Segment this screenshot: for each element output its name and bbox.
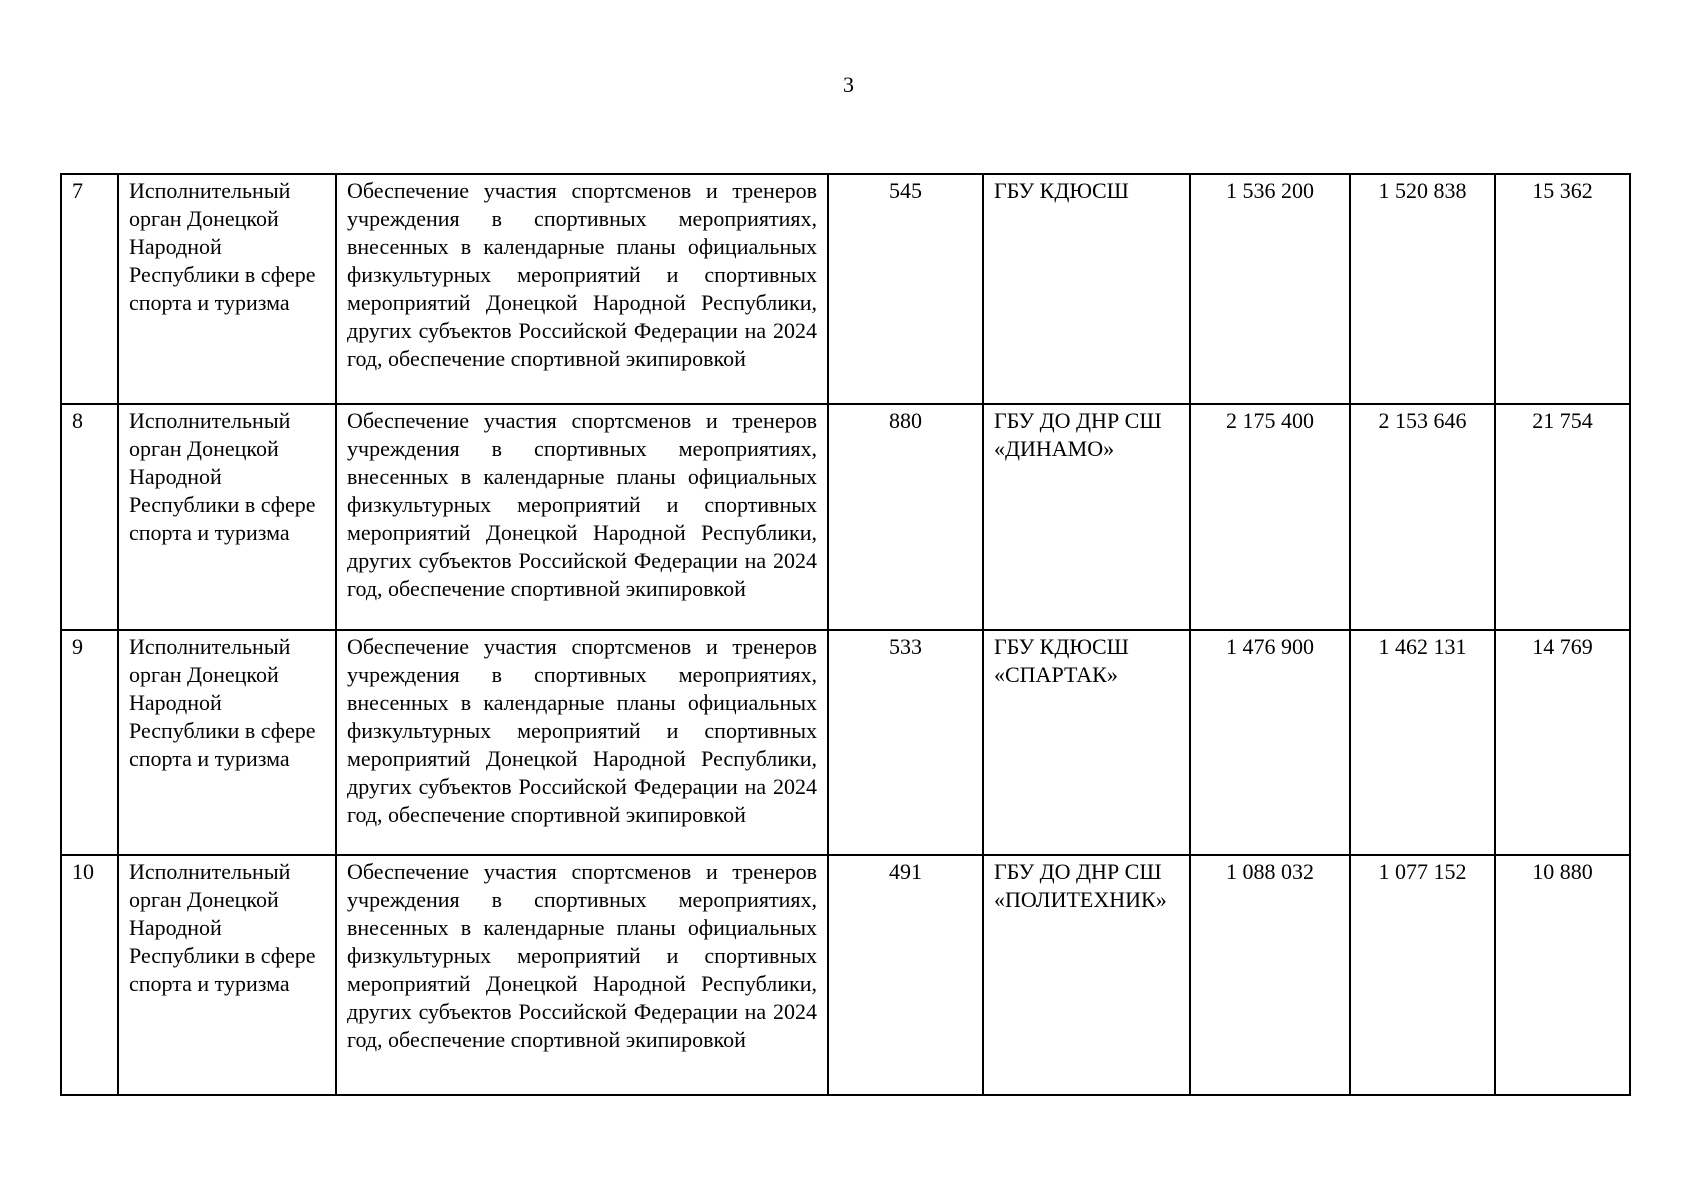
table-row xyxy=(61,404,1630,630)
code-cell: 880 xyxy=(828,404,983,630)
total-amount-cell: 2 175 400 xyxy=(1190,404,1350,630)
amount-part1-cell: 2 153 646 xyxy=(1350,404,1495,630)
total-amount-cell: 1 088 032 xyxy=(1190,855,1350,1095)
institution-cell: ГБУ КДЮСШ «СПАРТАК» xyxy=(983,630,1190,855)
funding-table xyxy=(60,173,1631,1096)
code-cell: 545 xyxy=(828,174,983,404)
table-row xyxy=(61,630,1630,855)
page-number: 3 xyxy=(843,72,854,97)
row-number: 7 xyxy=(61,174,118,404)
authority-cell: Исполнительный орган Донецкой Народной Республики в сфере спорта и туризма xyxy=(118,855,336,1095)
description-cell: Обеспечение участия спортсменов и тренеров учреждения в спортивных мероприятиях, внесенных в календарные планы официальных физкультурных мероприятий и спортивных мероприятий Донецкой Народной Республики, других субъектов Российской Федерации на 2024 год, обеспечение спортивной экипировкой xyxy=(336,855,828,1095)
description-cell: Обеспечение участия спортсменов и тренеров учреждения в спортивных мероприятиях, внесенных в календарные планы официальных физкультурных мероприятий и спортивных мероприятий Донецкой Народной Республики, других субъектов Российской Федерации на 2024 год, обеспечение спортивной экипировкой xyxy=(336,404,828,630)
total-amount-cell: 1 536 200 xyxy=(1190,174,1350,404)
authority-cell: Исполнительный орган Донецкой Народной Республики в сфере спорта и туризма xyxy=(118,630,336,855)
amount-part1-cell: 1 462 131 xyxy=(1350,630,1495,855)
row-number: 8 xyxy=(61,404,118,630)
code-cell: 491 xyxy=(828,855,983,1095)
amount-part2-cell: 21 754 xyxy=(1495,404,1630,630)
total-amount-cell: 1 476 900 xyxy=(1190,630,1350,855)
table-row xyxy=(61,855,1630,1095)
row-number: 9 xyxy=(61,630,118,855)
institution-cell: ГБУ КДЮСШ xyxy=(983,174,1190,404)
description-cell: Обеспечение участия спортсменов и тренеров учреждения в спортивных мероприятиях, внесенных в календарные планы официальных физкультурных мероприятий и спортивных мероприятий Донецкой Народной Республики, других субъектов Российской Федерации на 2024 год, обеспечение спортивной экипировкой xyxy=(336,174,828,404)
amount-part2-cell: 15 362 xyxy=(1495,174,1630,404)
amount-part2-cell: 14 769 xyxy=(1495,630,1630,855)
authority-cell: Исполнительный орган Донецкой Народной Республики в сфере спорта и туризма xyxy=(118,404,336,630)
code-cell: 533 xyxy=(828,630,983,855)
row-number: 10 xyxy=(61,855,118,1095)
institution-cell: ГБУ ДО ДНР СШ «ДИНАМО» xyxy=(983,404,1190,630)
table-row xyxy=(61,174,1630,404)
authority-cell: Исполнительный орган Донецкой Народной Республики в сфере спорта и туризма xyxy=(118,174,336,404)
institution-cell: ГБУ ДО ДНР СШ «ПОЛИТЕХНИК» xyxy=(983,855,1190,1095)
description-cell: Обеспечение участия спортсменов и тренеров учреждения в спортивных мероприятиях, внесенных в календарные планы официальных физкультурных мероприятий и спортивных мероприятий Донецкой Народной Республики, других субъектов Российской Федерации на 2024 год, обеспечение спортивной экипировкой xyxy=(336,630,828,855)
amount-part1-cell: 1 520 838 xyxy=(1350,174,1495,404)
amount-part1-cell: 1 077 152 xyxy=(1350,855,1495,1095)
amount-part2-cell: 10 880 xyxy=(1495,855,1630,1095)
